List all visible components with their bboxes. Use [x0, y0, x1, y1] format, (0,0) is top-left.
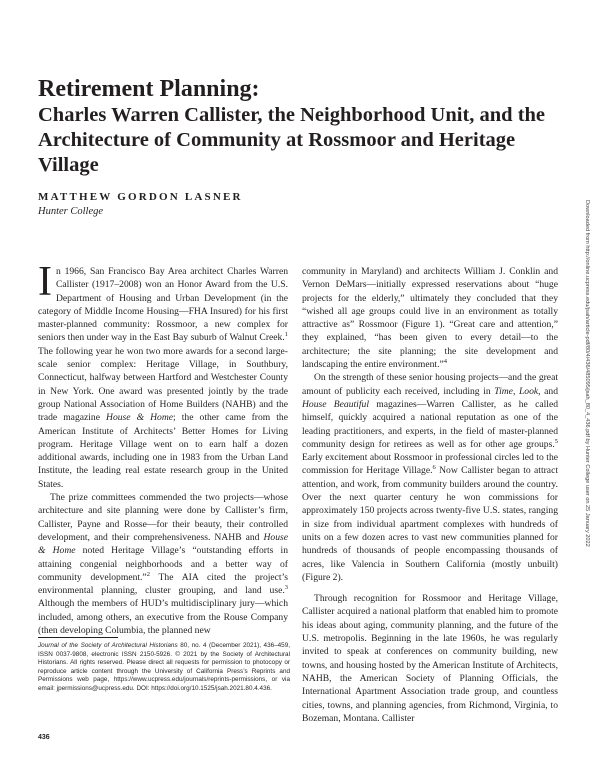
text-run: The prize committees commended the two projects—whose architecture and site planning were done by Callister’s firm, Callister, Payne and Rosse—for their beauty, their controlled development, and their comprehensiveness. NAHB and	[38, 492, 288, 543]
footnote-ref[interactable]: 2	[146, 570, 150, 578]
journal-footnote	[38, 642, 290, 694]
text-run: magazines—Warren Callister, as he called himself, quickly acquired a national reputation as one of the leading practitioners, and experts, in the field of master-planned community design for retirees as well as for other age groups.	[302, 398, 558, 450]
text-run: , and	[538, 385, 559, 397]
paragraph: Through recognition for Rossmoor and Heritage Village, Callister acquired a national platform that enabled him to promote his ideas about aging, community planning, and the future of the U.S. metropolis. Beginning in the late 1960s, he was regularly invited to speak at conferences on community building, new towns, and housing hosted by the American Institute of Architects, NAHB, the American Society of Planning Officials, the International Apartment Association trade group, and countless cities, towns, and planning agencies, from Richmond, Virginia, to Bozeman, Montana. Callister	[302, 593, 558, 724]
text-run: Although the members of HUD’s multidisciplinary jury—which included, among others, an executive from the Rouse Company (then developing Columbia, the planned new	[38, 598, 288, 637]
footnote-ref[interactable]: 6	[432, 464, 436, 472]
text-run: Early excitement about Rossmoor in professional circles led to the commission for Heritage Village.	[302, 452, 558, 477]
article-title: Retirement Planning:	[38, 76, 260, 102]
drop-cap: I	[38, 259, 52, 305]
paragraph	[302, 371, 558, 584]
paragraph	[302, 265, 558, 371]
footnote-rule	[38, 637, 118, 638]
author-name: MATTHEW GORDON LASNER	[38, 191, 243, 203]
footnote-ref[interactable]: 5	[554, 437, 558, 445]
journal-name: Journal of the Society of Architectural Historians	[38, 642, 178, 649]
right-column	[302, 265, 558, 725]
copyright-text: 80, no. 4 (December 2021), 436–459, ISSN 0037-9808, electronic ISSN 2150-5926. © 2021 by the Society of Architectural Historians. All rights reserved. Please direct all requests for permission to photocopy or reproduce article content through the University of California Press’s Reprints and Permissions web page, https://www.ucpress.edu/journals/reprints-permissions, or via email: jpermissions@ucpress.edu. DOI: https://doi.org/10.1525/jsah.2021.80.4.436.	[38, 642, 290, 692]
text-run: n 1966, San Francisco Bay Area architect Charles Warren Callister (1917–2008) won an Honor Award from the U.S. Department of Housing and Urban Development (in the category of Middle Income Housing—FHA Insured) for his first master-planned community: Rossmoor, a new complex for seniors then under way in the East Bay suburb of Walnut Creek.	[38, 266, 288, 344]
text-run: noted Heritage Village’s “outstanding efforts in attaining congenial neighborhoods and a better way of community development.”	[38, 545, 288, 583]
footnote-ref[interactable]: 4	[443, 357, 447, 365]
text-run: Now Callister began to attract attention, and work, from community builders around the country. Over the next quarter century he won commissions for approximately 150 projects across twenty-five U.S. states, ranging in size from individual apartment complexes with hundreds of units on a few dozen acres to vast new communities planned for hundreds of thousands of people encompassing thousands of acres, like Valencia in Southern California (mostly unbuilt) (Figure 2).	[302, 465, 558, 583]
text-run: The AIA cited the project’s environmental planning, cluster grouping, and land use.	[38, 571, 288, 597]
italic-run: House & Home	[38, 531, 288, 557]
italic-run: Look	[518, 385, 539, 397]
download-notice: Downloaded from http://online.ucpress.edu/jsah/article-pdf/80/4/436/485095/jsah_80_4_436.pdf by Hunter College user on 25 January 2022	[584, 200, 590, 547]
article-subtitle: Charles Warren Callister, the Neighborhood Unit, and the Architecture of Community at Rossmoor and Heritage Village	[38, 104, 546, 176]
page-number: 436	[38, 734, 50, 741]
footnote-ref[interactable]: 3	[284, 583, 288, 591]
text-run: community in Maryland) and architects William J. Conklin and Vernon DeMars—initially expressed reservations about “huge projects for the elderly,” ultimately they concluded that they “wished all age groups could live in an environment as totally attractive as” Rossmoor (Figure 1). “Great care and attention,” they explained, “has been given to every detail—to the architecture; the site planning; the site development and landscaping the entire environment.”	[302, 266, 558, 371]
text-run: ; the other came from the American Institute of Architects’ Better Homes for Living program. Heritage Village went on to earn half a dozen additional awards, including one in 1983 from the Urban Land Institute, the leading real estate research group in the United States.	[38, 412, 288, 490]
paragraph	[38, 491, 288, 637]
paragraph	[38, 259, 288, 491]
italic-run: Time	[494, 385, 513, 397]
italic-run: House & Home	[106, 412, 174, 424]
left-column	[38, 259, 288, 637]
italic-run: House Beautiful	[302, 398, 369, 410]
footnote-ref[interactable]: 1	[284, 331, 288, 339]
author-affiliation: Hunter College	[38, 206, 104, 217]
text-run: ,	[512, 385, 519, 397]
text-run: On the strength of these senior housing projects—and the great amount of publicity each received, including in	[302, 372, 558, 397]
text-run: The following year he won two more awards for a second large-scale senior complex: Heritage Village, in Southbury, Connecticut, halfway between Hartford and Westchester County in New York. One award was presented jointly by the trade group National Association of Home Builders (NAHB) and the trade magazine	[38, 345, 288, 424]
